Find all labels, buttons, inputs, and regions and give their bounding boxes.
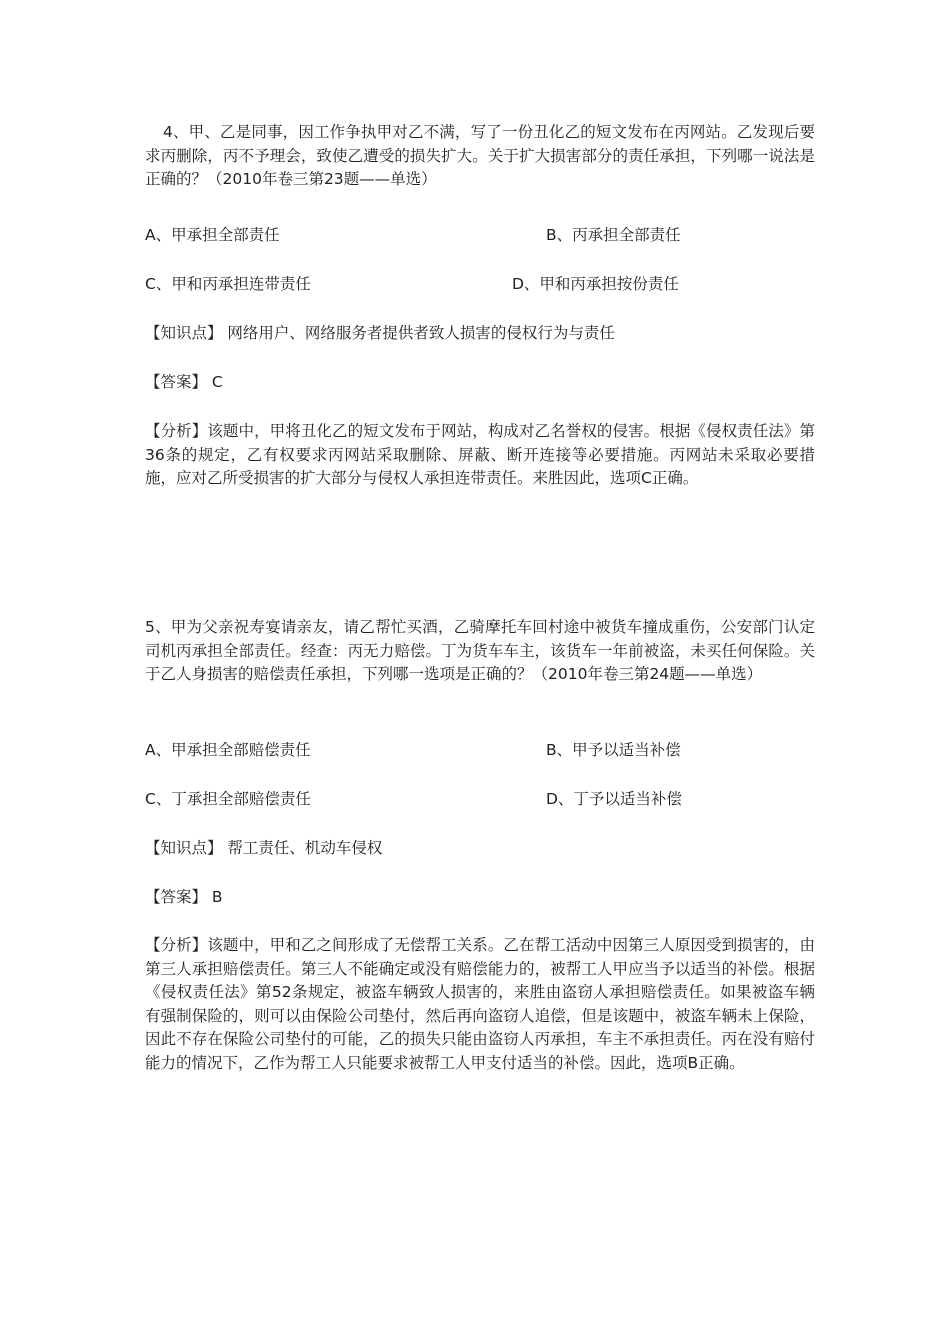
analysis-text: 【分析】该题中，甲将丑化乙的短文发布于网站，构成对乙名誉权的侵害。根据《侵权责任法》第36条的规定，乙有权要求丙网站采取删除、屏蔽、断开连接等必要措施。丙网站未采取必要措施，应对乙所受损害的扩大部分与侵权人承担连带责任。来胜因此，选项C正确。 (145, 422, 815, 487)
question-4-options-row-1 (145, 223, 815, 247)
question-5-options-row-2 (145, 787, 815, 811)
option-d: D、甲和丙承担按份责任 (512, 275, 679, 293)
question-5-answer: 【答案】 B (145, 888, 223, 906)
option-c: C、甲和丙承担连带责任 (145, 275, 311, 293)
option-b: B、丙承担全部责任 (546, 226, 681, 244)
question-4-analysis (145, 420, 815, 491)
option-d: D、丁予以适当补偿 (546, 790, 682, 808)
question-stem: 4、甲、乙是同事，因工作争执甲对乙不满，写了一份丑化乙的短文发布在丙网站。乙发现后要求丙删除，丙不予理会，致使乙遭受的损失扩大。关于扩大损害部分的责任承担，下列哪一说法是正确的？（2010年卷三第23题——单选） (145, 123, 815, 188)
analysis-text: 【分析】该题中，甲和乙之间形成了无偿帮工关系。乙在帮工活动中因第三人原因受到损害的，由第三人承担赔偿责任。第三人不能确定或没有赔偿能力的，被帮工人甲应当予以适当的补偿。根据《侵权责任法》第52条规定，被盗车辆致人损害的，来胜由盗窃人承担赔偿责任。如果被盗车辆有强制保险的，则可以由保险公司垫付，然后再向盗窃人追偿，但是该题中，被盗车辆未上保险，因此不存在保险公司垫付的可能，乙的损失只能由盗窃人丙承担，车主不承担责任。丙在没有赔付能力的情况下，乙作为帮工人只能要求被帮工人甲支付适当的补偿。因此，选项B正确。 (145, 936, 815, 1072)
option-c: C、丁承担全部赔偿责任 (145, 790, 311, 808)
option-b: B、甲予以适当补偿 (546, 741, 681, 759)
question-stem: 5、甲为父亲祝寿宴请亲友，请乙帮忙买酒，乙骑摩托车回村途中被货车撞成重伤，公安部门认定司机丙承担全部责任。经查：丙无力赔偿。丁为货车车主，该货车一年前被盗，未买任何保险。关于乙人身损害的赔偿责任承担，下列哪一选项是正确的？（2010年卷三第24题——单选） (145, 618, 815, 683)
question-5-analysis (145, 934, 815, 1075)
question-5-stem (145, 616, 815, 687)
question-4-knowledge-point: 【知识点】 网络用户、网络服务者提供者致人损害的侵权行为与责任 (145, 324, 615, 342)
question-4-options-row-2 (145, 272, 815, 296)
option-a: A、甲承担全部责任 (145, 226, 280, 244)
question-4-answer: 【答案】 C (145, 373, 223, 391)
question-5-options-row-1 (145, 738, 815, 762)
question-5-knowledge-point: 【知识点】 帮工责任、机动车侵权 (145, 839, 383, 857)
question-4-stem (145, 121, 815, 192)
option-a: A、甲承担全部赔偿责任 (145, 741, 311, 759)
